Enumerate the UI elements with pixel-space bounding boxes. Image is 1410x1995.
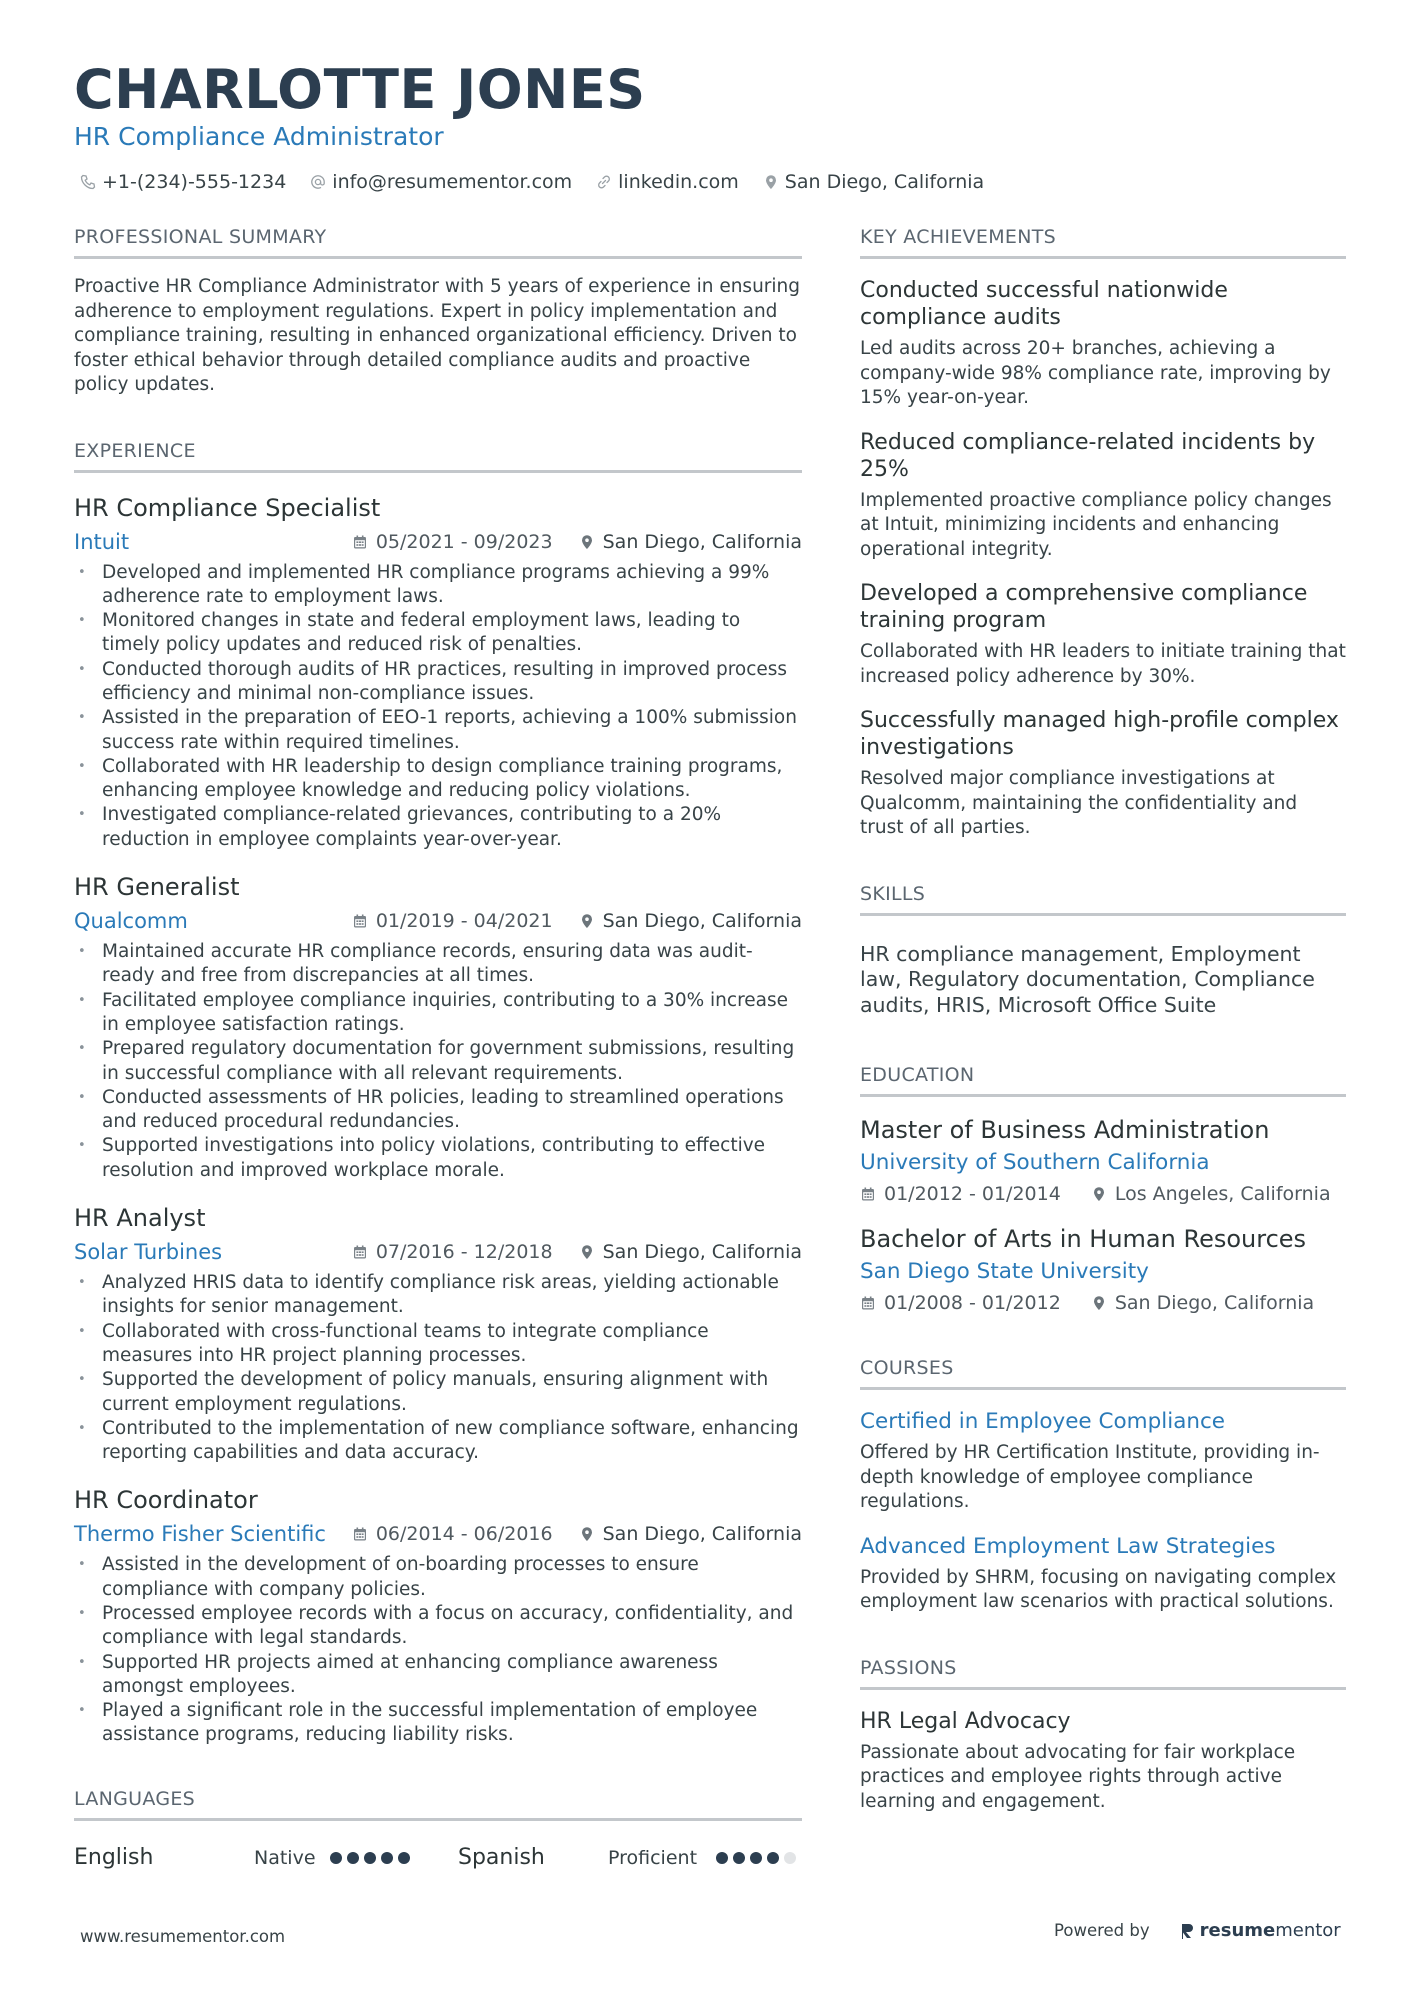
job-location-text: San Diego, California: [602, 910, 802, 933]
bullet-item: • Processed employee records with a focus on accuracy, confidentiality, and compliance with legal standards.: [74, 1602, 802, 1651]
job-entry: [74, 872, 802, 1183]
location-pin-icon: [579, 913, 595, 929]
course-title: Certified in Employee Compliance: [860, 1409, 1226, 1434]
bullet-item: • Collaborated with HR leadership to design compliance training programs, enhancing employee knowledge and reducing policy violations.: [74, 755, 802, 804]
job-title: HR Generalist: [74, 873, 240, 902]
job-dates: [352, 1521, 553, 1547]
brand-logo-icon: [1180, 1922, 1196, 1940]
achievements-section: [860, 224, 1346, 841]
job-entry: [74, 1485, 802, 1747]
job-meta: [74, 1521, 802, 1547]
languages-section: [74, 1786, 802, 1873]
section-title-courses: COURSES: [860, 1355, 1346, 1390]
education-location-text: San Diego, California: [1114, 1292, 1315, 1314]
section-title-languages: LANGUAGES: [74, 1786, 802, 1821]
passion-desc: Passionate about advocating for fair workplace practices and employee rights through active learning and engagement.: [860, 1741, 1296, 1812]
contact-location: [763, 168, 984, 196]
rating-dot-filled: [398, 1852, 410, 1864]
job-dates-text: 01/2019 - 04/2021: [375, 910, 553, 933]
course-item: [860, 1533, 1346, 1615]
section-title-achievements: KEY ACHIEVEMENTS: [860, 224, 1346, 259]
contact-email[interactable]: [310, 168, 572, 196]
bullet-item: • Supported the development of policy manuals, ensuring alignment with current employment regulations.: [74, 1368, 802, 1417]
language-rating: [716, 1852, 796, 1864]
contact-bar: [80, 168, 984, 196]
education-section: [860, 1062, 1346, 1315]
language-item: [74, 1843, 458, 1873]
job-location-text: San Diego, California: [602, 1523, 802, 1546]
achievement-desc: Collaborated with HR leaders to initiate training that increased policy adherence by 30%.: [860, 641, 1346, 687]
achievement-title: Reduced compliance-related incidents by 25%: [860, 429, 1316, 482]
calendar-icon: [860, 1295, 876, 1311]
job-bullets: [74, 1553, 802, 1747]
section-title-skills: SKILLS: [860, 881, 1346, 916]
job-entry: [74, 1203, 802, 1465]
rating-dot-filled: [347, 1852, 359, 1864]
contact-phone[interactable]: [80, 168, 286, 196]
bullet-item: • Supported investigations into policy violations, contributing to effective resolution and improved workplace morale.: [74, 1134, 802, 1183]
job-entry: [74, 493, 802, 853]
school-name: San Diego State University: [860, 1259, 1149, 1284]
education-location-text: Los Angeles, California: [1114, 1183, 1331, 1205]
company-name: Qualcomm: [74, 909, 188, 934]
job-dates-text: 05/2021 - 09/2023: [375, 530, 553, 553]
job-dates: [352, 1239, 553, 1265]
candidate-name: CHARLOTTE JONES: [74, 58, 646, 121]
calendar-icon: [352, 913, 368, 929]
education-meta: [860, 1182, 1346, 1206]
job-location: [579, 908, 802, 934]
course-desc: Offered by HR Certification Institute, providing in-depth knowledge of employee compliance regulations.: [860, 1442, 1320, 1512]
courses-section: [860, 1355, 1346, 1615]
rating-dot-filled: [716, 1852, 728, 1864]
skills-text: HR compliance management, Employment law, Regulatory documentation, Compliance audits, HRIS, Microsoft Office Suite: [860, 941, 1315, 1017]
job-meta: [74, 529, 802, 555]
job-meta: [74, 1239, 802, 1265]
bullet-item: • Collaborated with cross-functional teams to integrate compliance measures into HR project planning processes.: [74, 1320, 802, 1369]
achievement-desc: Led audits across 20+ branches, achieving a company-wide 98% compliance rate, improving by 15% year-on-year.: [860, 338, 1331, 408]
achievement-desc: Implemented proactive compliance policy changes at Intuit, minimizing incidents and enhancing operational integrity.: [860, 489, 1332, 560]
job-location: [579, 1521, 802, 1547]
language-rating: [330, 1852, 410, 1864]
bullet-item: • Investigated compliance-related grievances, contributing to a 20% reduction in employee complaints year-over-year.: [74, 803, 802, 852]
bullet-item: • Assisted in the development of on-boarding processes to ensure compliance with company policies.: [74, 1553, 802, 1602]
achievement-title: Conducted successful nationwide compliance audits: [860, 278, 1228, 330]
job-title: HR Analyst: [74, 1204, 206, 1233]
education-dates: [860, 1182, 1061, 1206]
at-icon: [310, 174, 326, 190]
bullet-item: • Facilitated employee compliance inquiries, contributing to a 30% increase in employee satisfaction ratings.: [74, 989, 802, 1038]
achievement-item: [860, 707, 1346, 841]
location-pin-icon: [579, 1526, 595, 1542]
calendar-icon: [352, 1244, 368, 1260]
bullet-item: • Supported HR projects aimed at enhancing compliance awareness amongst employees.: [74, 1651, 802, 1700]
rating-dot-filled: [330, 1852, 342, 1864]
job-dates: [352, 529, 553, 555]
right-column: [860, 224, 1346, 1814]
left-column: [74, 224, 802, 1873]
summary-text: Proactive HR Compliance Administrator with 5 years of experience in ensuring adherence to employment regulations. Expert in policy implementation and compliance training, resulting in enhanced organizational efficiency. Driven to foster ethical behavior through detailed compliance audits and proactive policy updates.: [74, 276, 801, 395]
rating-dot-filled: [750, 1852, 762, 1864]
job-dates-text: 06/2014 - 06/2016: [375, 1523, 553, 1546]
bullet-item: • Monitored changes in state and federal employment laws, leading to timely policy updates and reduced risk of penalties.: [74, 609, 802, 658]
rating-dot-filled: [381, 1852, 393, 1864]
bullet-item: • Played a significant role in the successful implementation of employee assistance programs, reducing liability risks.: [74, 1699, 802, 1748]
education-dates-text: 01/2012 - 01/2014: [884, 1183, 1061, 1205]
passion-title: HR Legal Advocacy: [860, 1708, 1071, 1734]
section-title-summary: PROFESSIONAL SUMMARY: [74, 224, 802, 259]
education-item: [860, 1224, 1346, 1315]
brand-bold-text: resume: [1199, 1920, 1276, 1941]
section-title-passions: PASSIONS: [860, 1655, 1346, 1690]
company-name: Intuit: [74, 529, 130, 554]
achievement-item: [860, 277, 1346, 411]
achievement-title: Successfully managed high-profile complex investigations: [860, 708, 1339, 760]
passions-section: [860, 1655, 1346, 1815]
bullet-item: • Conducted thorough audits of HR practices, resulting in improved process efficiency and minimal non-compliance issues.: [74, 658, 802, 707]
rating-dot-empty: [784, 1852, 796, 1864]
education-dates: [860, 1291, 1061, 1315]
school-name: University of Southern California: [860, 1150, 1210, 1175]
skills-section: [860, 881, 1346, 1019]
contact-linkedin[interactable]: [596, 168, 739, 196]
bullet-item: • Conducted assessments of HR policies, leading to streamlined operations and reduced procedural redundancies.: [74, 1086, 802, 1135]
bullet-item: • Prepared regulatory documentation for government submissions, resulting in successful compliance with all relevant requirements.: [74, 1037, 802, 1086]
language-item: [458, 1843, 802, 1873]
contact-email-text: info@resumementor.com: [332, 171, 573, 193]
bullet-item: • Analyzed HRIS data to identify compliance risk areas, yielding actionable insights for senior management.: [74, 1271, 802, 1320]
language-name: English: [74, 1844, 154, 1870]
rating-dot-filled: [364, 1852, 376, 1864]
passion-item: [860, 1708, 1346, 1815]
section-title-education: EDUCATION: [860, 1062, 1346, 1097]
location-pin-icon: [763, 174, 779, 190]
job-dates-text: 07/2016 - 12/2018: [375, 1241, 553, 1264]
summary-section: [74, 224, 802, 398]
degree-title: Bachelor of Arts in Human Resources: [860, 1225, 1307, 1253]
job-location-text: San Diego, California: [602, 530, 802, 553]
education-item: [860, 1115, 1346, 1206]
job-bullets: [74, 940, 802, 1183]
footer-website[interactable]: www.resumementor.com: [80, 1927, 286, 1946]
company-name: Thermo Fisher Scientific: [74, 1522, 326, 1547]
calendar-icon: [352, 1526, 368, 1542]
location-pin-icon: [579, 1244, 595, 1260]
powered-by-label: Powered by: [1054, 1921, 1150, 1940]
phone-icon: [80, 174, 96, 190]
job-bullets: [74, 1271, 802, 1465]
course-item: [860, 1408, 1346, 1515]
job-location-text: San Diego, California: [602, 1241, 802, 1264]
language-level: Native: [254, 1846, 316, 1869]
brand-logo[interactable]: [1180, 1920, 1341, 1941]
education-location: [1091, 1291, 1314, 1315]
education-meta: [860, 1291, 1346, 1315]
degree-title: Master of Business Administration: [860, 1116, 1270, 1144]
calendar-icon: [352, 534, 368, 550]
location-pin-icon: [1091, 1186, 1107, 1202]
rating-dot-filled: [767, 1852, 779, 1864]
bullet-item: • Contributed to the implementation of new compliance software, enhancing reporting capabilities and data accuracy.: [74, 1417, 802, 1466]
footer-branding: [1054, 1920, 1341, 1941]
job-bullets: [74, 561, 802, 853]
link-icon: [596, 174, 612, 190]
rating-dot-filled: [733, 1852, 745, 1864]
job-title: HR Compliance Specialist: [74, 493, 381, 522]
achievement-title: Developed a comprehensive compliance training program: [860, 581, 1308, 633]
job-location: [579, 1239, 802, 1265]
languages-row: [74, 1843, 802, 1873]
contact-linkedin-text: linkedin.com: [618, 171, 739, 193]
achievement-item: [860, 580, 1346, 689]
language-name: Spanish: [458, 1844, 545, 1870]
experience-section: [74, 438, 802, 1748]
location-pin-icon: [579, 534, 595, 550]
contact-location-text: San Diego, California: [784, 171, 985, 193]
achievement-desc: Resolved major compliance investigations at Qualcomm, maintaining the confidentiality and trust of all parties.: [860, 768, 1298, 838]
candidate-role: HR Compliance Administrator: [74, 122, 444, 151]
company-name: Solar Turbines: [74, 1240, 223, 1265]
job-title: HR Coordinator: [74, 1486, 258, 1515]
course-desc: Provided by SHRM, focusing on navigating complex employment law scenarios with practical solutions.: [860, 1566, 1337, 1612]
job-location: [579, 529, 802, 555]
bullet-item: • Assisted in the preparation of EEO-1 reports, achieving a 100% submission success rate within required timelines.: [74, 706, 802, 755]
brand-light-text: mentor: [1275, 1920, 1341, 1941]
education-location: [1091, 1182, 1331, 1206]
education-dates-text: 01/2008 - 01/2012: [884, 1292, 1061, 1314]
language-level: Proficient: [608, 1846, 698, 1869]
course-title: Advanced Employment Law Strategies: [860, 1533, 1276, 1559]
contact-phone-text: +1-(234)-555-1234: [102, 171, 287, 193]
job-dates: [352, 908, 553, 934]
bullet-item: • Developed and implemented HR compliance programs achieving a 99% adherence rate to employment laws.: [74, 561, 802, 610]
achievement-item: [860, 429, 1346, 563]
location-pin-icon: [1091, 1295, 1107, 1311]
bullet-item: • Maintained accurate HR compliance records, ensuring data was audit-ready and free from discrepancies at all times.: [74, 940, 802, 989]
job-meta: [74, 908, 802, 934]
calendar-icon: [860, 1186, 876, 1202]
section-title-experience: EXPERIENCE: [74, 438, 802, 473]
